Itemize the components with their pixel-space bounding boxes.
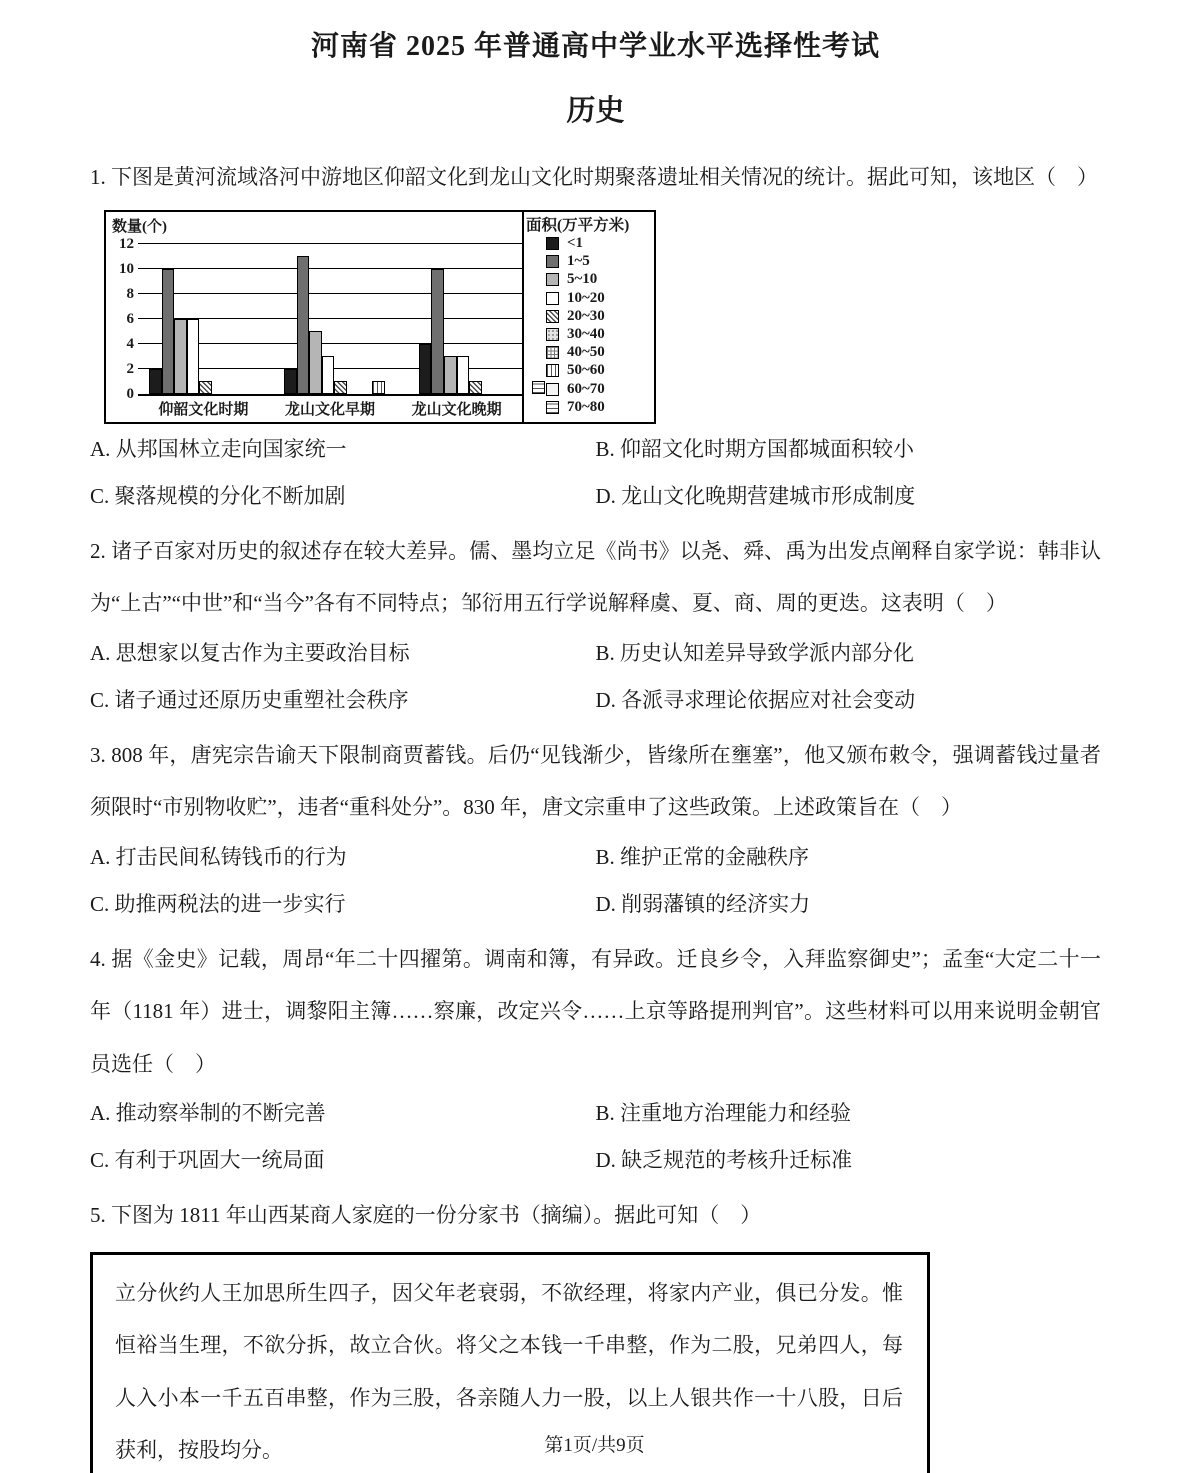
bar-slot — [419, 344, 432, 394]
legend-label-30~40: 30~40 — [567, 326, 605, 343]
question-2-option-c: C. 诸子通过还原历史重塑社会秩序 — [90, 687, 409, 712]
legend-label-40~50: 40~50 — [567, 344, 605, 361]
bar-龙山文化早期-<1 — [284, 369, 297, 394]
question-4-options — [90, 1098, 1101, 1175]
question-1-option-b: B. 仰韶文化时期方国都城面积较小 — [595, 436, 915, 461]
question-4-option-d: D. 缺乏规范的考核升迁标准 — [595, 1148, 853, 1172]
bar-slot — [284, 369, 297, 394]
q1-chart — [104, 210, 656, 424]
bar-slot — [174, 319, 187, 394]
bar-group-1 — [140, 212, 275, 394]
subject-title: 历史 — [566, 95, 625, 127]
legend-label-60~70: 60~70 — [567, 380, 605, 397]
bar-slot — [322, 356, 335, 394]
x-label-2: 龙山文化早期 — [285, 401, 376, 418]
y-tick-6: 6 — [126, 310, 134, 327]
page-number: 第1页/共9页 — [544, 1435, 645, 1456]
bar-龙山文化晚期-<1 — [419, 344, 432, 394]
legend-label-20~30: 20~30 — [567, 307, 605, 324]
q1-chart-y-axis-label: 数量(个) — [112, 218, 167, 235]
question-2-stem: 2. 诸子百家对历史的叙述存在较大差异。儒、墨均立足《尚书》以尧、舜、禹为出发点阐释自家学说：韩非认为“上古”“中世”和“当今”各有不同特点；邹衍用五行学说解释虞、夏、商、周的更迭。这表明（ ） — [90, 538, 1101, 615]
y-tick-12: 12 — [119, 235, 134, 252]
question-2-option-b: B. 历史认知差异导致学派内部分化 — [595, 640, 915, 665]
legend-label-<1: <1 — [567, 235, 584, 252]
legend-swatch-5~10 — [546, 273, 559, 286]
question-2-option-d: D. 各派寻求理论依据应对社会变动 — [595, 687, 916, 712]
bar-仰韶文化时期-20~30 — [199, 381, 212, 394]
question-4-option-b: B. 注重地方治理能力和经验 — [595, 1101, 852, 1125]
bar-龙山文化晚期-1~5 — [431, 269, 444, 394]
question-1-option-d: D. 龙山文化晚期营建城市形成制度 — [595, 483, 916, 508]
bar-龙山文化晚期-5~10 — [444, 356, 457, 394]
bar-龙山文化早期-5~10 — [309, 331, 322, 394]
y-tick-4: 4 — [126, 335, 134, 352]
bar-group-3 — [410, 212, 545, 394]
legend-label-1~5: 1~5 — [567, 253, 590, 270]
q1-chart-legend-title: 面积(万平方米) — [526, 216, 630, 234]
bar-slot — [444, 356, 457, 394]
bar-slot — [309, 331, 322, 394]
bar-slot — [162, 269, 175, 394]
legend-swatch-1~5 — [546, 255, 559, 268]
bar-slot — [469, 381, 482, 394]
legend-swatch-30~40 — [546, 328, 559, 341]
bar-仰韶文化时期-<1 — [149, 369, 162, 394]
legend-label-50~60: 50~60 — [567, 362, 605, 379]
legend-label-10~20: 10~20 — [567, 289, 605, 306]
bar-groups — [140, 212, 520, 394]
question-4-option-c: C. 有利于巩固大一统局面 — [90, 1148, 325, 1172]
bar-仰韶文化时期-5~10 — [174, 319, 187, 394]
q1-chart-plot — [106, 212, 522, 422]
question-3-options — [90, 842, 1101, 919]
bar-龙山文化晚期-70~80 — [532, 381, 545, 394]
bar-slot — [199, 381, 212, 394]
legend-label-5~10: 5~10 — [567, 271, 598, 288]
question-3-option-c: C. 助推两税法的进一步实行 — [90, 891, 346, 916]
legend-swatch-70~80 — [546, 401, 559, 414]
bar-龙山文化早期-1~5 — [297, 256, 310, 394]
bar-龙山文化早期-50~60 — [372, 381, 385, 394]
y-tick-8: 8 — [126, 285, 134, 302]
legend-swatch-10~20 — [546, 292, 559, 305]
bar-仰韶文化时期-1~5 — [162, 269, 175, 394]
bar-slot — [187, 319, 200, 394]
bar-group-2 — [275, 212, 410, 394]
x-label-1: 仰韶文化时期 — [158, 401, 249, 418]
y-tick-10: 10 — [119, 260, 134, 277]
bar-slot — [334, 381, 347, 394]
question-1-option-a: A. 从邦国林立走向国家统一 — [90, 436, 347, 461]
question-2-options — [90, 638, 1101, 715]
question-3-option-a: A. 打击民间私铸钱币的行为 — [90, 844, 347, 869]
bar-slot — [431, 269, 444, 394]
legend-swatch-40~50 — [546, 346, 559, 359]
x-axis-labels — [140, 398, 520, 419]
legend-swatch-50~60 — [546, 364, 559, 377]
bar-slot — [297, 256, 310, 394]
bar-slot — [149, 369, 162, 394]
bar-slot — [532, 381, 545, 394]
bar-slot — [457, 356, 470, 394]
legend-row-70~80 — [524, 398, 652, 416]
question-5-stem: 5. 下图为 1811 年山西某商人家庭的一份分家书（摘编）。据此可知（ ） — [90, 1203, 762, 1227]
question-4-stem: 4. 据《金史》记载，周昂“年二十四擢第。调南和簿，有异政。迁良乡令，入拜监察御史”；孟奎“大定二十一年（1181 年）进士，调黎阳主簿……察廉，改定兴令……上京等路提刑判官”。这些材料可以用来说明金朝官员选任（ ） — [90, 946, 1101, 1076]
question-1-stem: 1. 下图是黄河流域洛河中游地区仰韶文化到龙山文化时期聚落遗址相关情况的统计。据此可知，该地区（ ） — [90, 165, 1098, 189]
bar-龙山文化早期-10~20 — [322, 356, 335, 394]
question-1-option-c: C. 聚落规模的分化不断加剧 — [90, 483, 346, 508]
legend-label-70~80: 70~80 — [567, 398, 605, 415]
x-label-3: 龙山文化晚期 — [411, 401, 502, 418]
question-3-stem: 3. 808 年，唐宪宗告谕天下限制商贾蓄钱。后仍“见钱渐少，皆缘所在壅塞”，他又颁布敕令，强调蓄钱过量者须限时“市别物收贮”，违者“重科处分”。830 年，唐文宗重申了这些政策。上述政策旨在（ ） — [90, 742, 1101, 819]
question-3-option-d: D. 削弱藩镇的经济实力 — [595, 891, 811, 916]
legend-swatch-<1 — [546, 237, 559, 250]
question-1-options — [90, 434, 1101, 511]
q5-family-division-document: 立分伙约人王加思所生四子，因父年老衰弱，不欲经理，将家内产业，俱已分发。惟恒裕当生理，不欲分拆，故立合伙。将父之本钱一千串整，作为二股，兄弟四人，每人入小本一千五百串整，作为三股，各亲随人力一股，以上人银共作一十八股，日后获利，按股均分。 — [90, 1252, 930, 1473]
bar-slot — [372, 381, 385, 394]
y-tick-0: 0 — [126, 385, 134, 402]
question-2-option-a: A. 思想家以复古作为主要政治目标 — [90, 640, 410, 665]
page-title: 河南省 2025 年普通高中学业水平选择性考试 — [310, 31, 880, 62]
bar-龙山文化晚期-10~20 — [457, 356, 470, 394]
question-3-option-b: B. 维护正常的金融秩序 — [595, 844, 810, 869]
legend-swatch-20~30 — [546, 310, 559, 323]
y-tick-2: 2 — [126, 360, 134, 377]
bar-龙山文化早期-20~30 — [334, 381, 347, 394]
legend-swatch-60~70 — [546, 383, 559, 396]
bar-仰韶文化时期-10~20 — [187, 319, 200, 394]
x-axis-line — [138, 394, 522, 396]
question-4-option-a: A. 推动察举制的不断完善 — [90, 1101, 326, 1125]
bar-龙山文化晚期-20~30 — [469, 381, 482, 394]
